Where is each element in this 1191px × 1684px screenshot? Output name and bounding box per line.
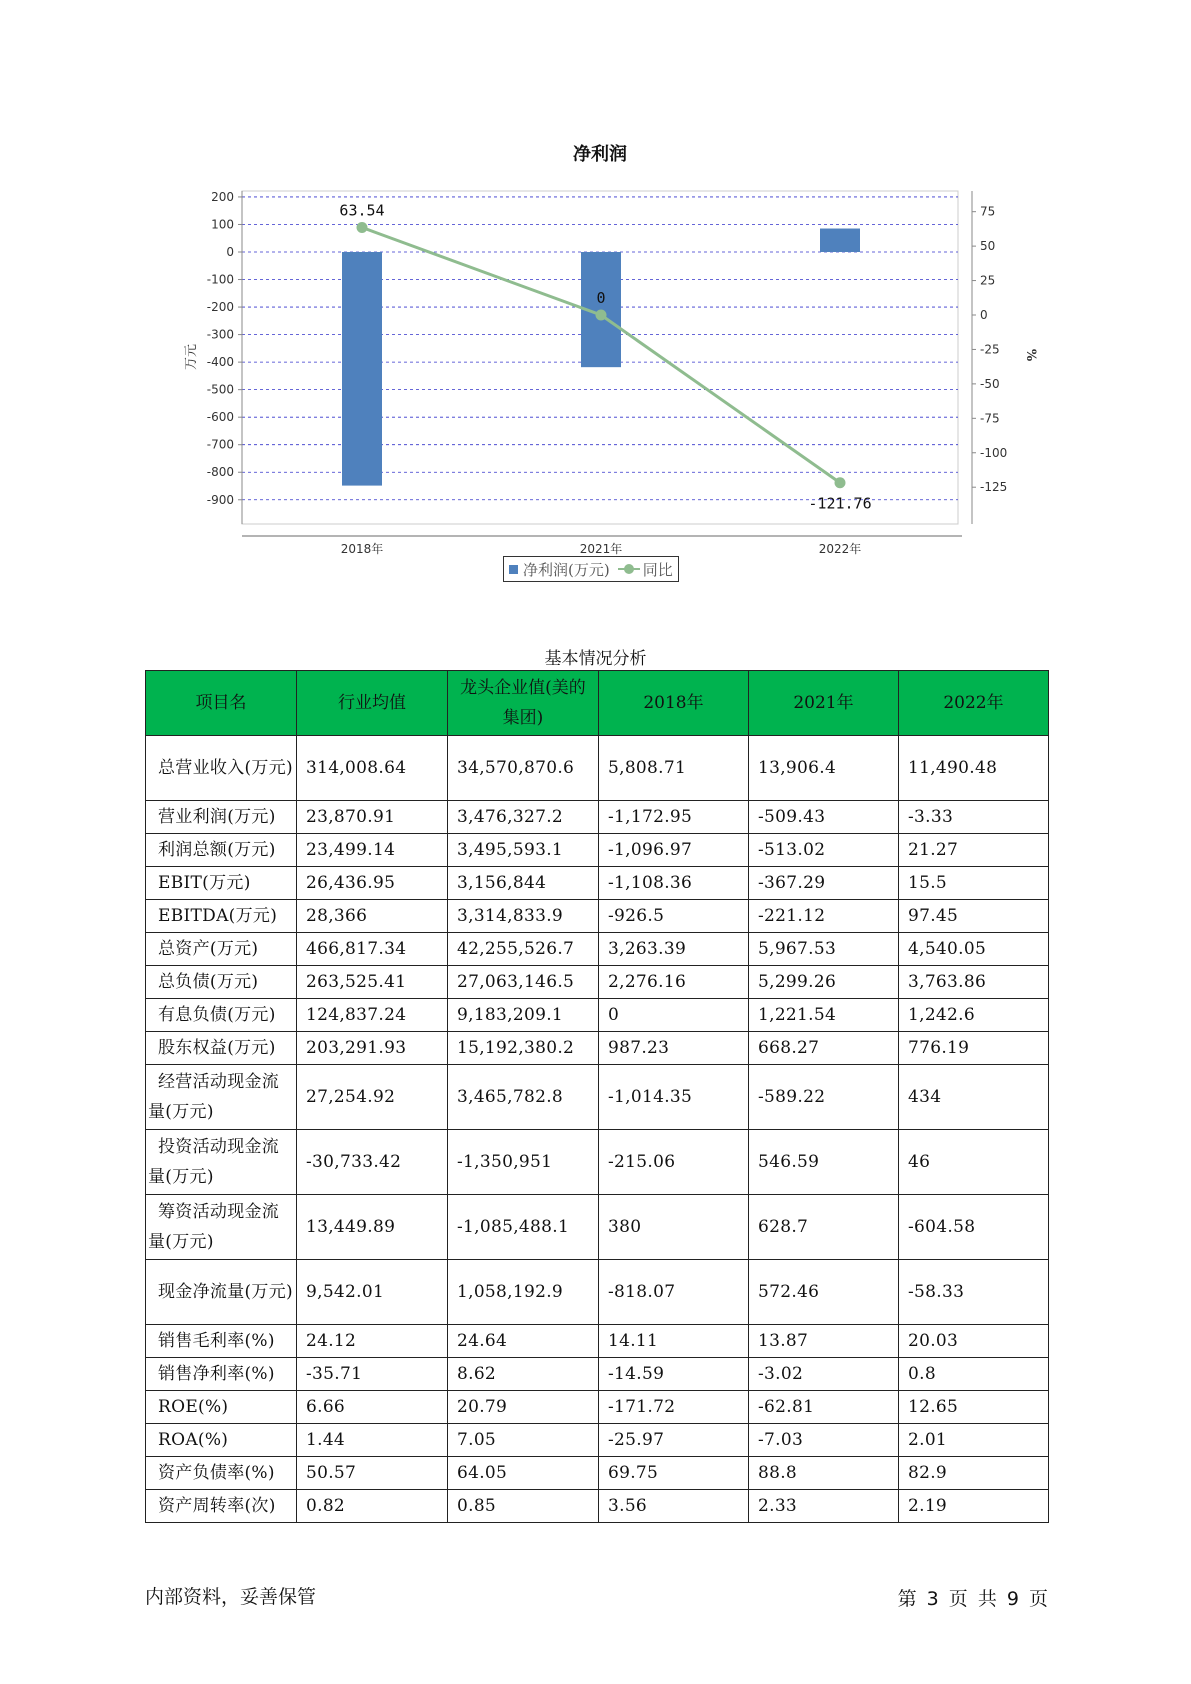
table-row	[146, 1457, 1049, 1490]
bar	[820, 229, 860, 252]
y-left-tick-label: 200	[211, 189, 234, 204]
header-industry-avg: 行业均值	[297, 671, 448, 736]
table-cell: 12.65	[899, 1391, 1049, 1424]
table-row	[146, 1490, 1049, 1523]
table-cell: -14.59	[599, 1358, 749, 1391]
table-cell: -62.81	[749, 1391, 899, 1424]
table-cell: 9,542.01	[297, 1260, 448, 1325]
table-cell: 3,763.86	[899, 966, 1049, 999]
table-cell: -589.22	[749, 1065, 899, 1130]
table-cell: -25.97	[599, 1424, 749, 1457]
table-cell: 2.01	[899, 1424, 1049, 1457]
header-leader-value: 龙头企业值(美的集团)	[448, 671, 599, 736]
table-cell: 987.23	[599, 1032, 749, 1065]
table-cell: 1,058,192.9	[448, 1260, 599, 1325]
table-caption: 基本情况分析	[544, 649, 647, 669]
table-cell: 466,817.34	[297, 933, 448, 966]
net-profit-chart	[0, 0, 1191, 600]
row-label-text: 资产周转率(次)	[158, 1496, 276, 1516]
table-cell: -58.33	[899, 1260, 1049, 1325]
table-cell: 23,499.14	[297, 834, 448, 867]
table-cell: -513.02	[749, 834, 899, 867]
table-cell: -1,350,951	[448, 1130, 599, 1195]
table-row	[146, 801, 1049, 834]
y-right-tick-label: -100	[980, 445, 1008, 460]
table-cell: 11,490.48	[899, 736, 1049, 801]
yoy-point	[357, 222, 368, 233]
data-label: 63.54	[339, 201, 385, 220]
table-cell: 20.03	[899, 1325, 1049, 1358]
table-cell: -35.71	[297, 1358, 448, 1391]
table-cell: 546.59	[749, 1130, 899, 1195]
y-right-tick-label: 25	[980, 273, 996, 288]
table-cell: 9,183,209.1	[448, 999, 599, 1032]
header-2022: 2022年	[899, 671, 1049, 736]
row-label	[146, 933, 297, 966]
table-cell: 46	[899, 1130, 1049, 1195]
row-label-text: 筹资活动现金流量(万元)	[148, 1202, 280, 1252]
row-label-text: 总负债(万元)	[158, 972, 259, 992]
table-row	[146, 834, 1049, 867]
x-tick-label: 2021年	[579, 542, 623, 556]
row-label-text: 股东权益(万元)	[158, 1038, 276, 1058]
y-left-tick-label: -600	[206, 410, 234, 425]
row-label	[146, 1457, 297, 1490]
table-row	[146, 933, 1049, 966]
table-row	[146, 1130, 1049, 1195]
table-row	[146, 1032, 1049, 1065]
table-row	[146, 867, 1049, 900]
row-label	[146, 1424, 297, 1457]
table-cell: 15,192,380.2	[448, 1032, 599, 1065]
table-cell: -30,733.42	[297, 1130, 448, 1195]
table-cell: 263,525.41	[297, 966, 448, 999]
table-cell: 69.75	[599, 1457, 749, 1490]
table-cell: -926.5	[599, 900, 749, 933]
table-cell: 2,276.16	[599, 966, 749, 999]
row-label-text: EBIT(万元)	[158, 873, 251, 893]
row-label	[146, 1325, 297, 1358]
chart-svg	[0, 0, 1191, 560]
table-cell: 7.05	[448, 1424, 599, 1457]
row-label	[146, 966, 297, 999]
row-label-text: EBITDA(万元)	[158, 906, 278, 926]
table-cell: 434	[899, 1065, 1049, 1130]
bar	[342, 252, 382, 486]
table-cell: 0.82	[297, 1490, 448, 1523]
table-cell: -1,085,488.1	[448, 1195, 599, 1260]
row-label-text: 资产负债率(%)	[158, 1463, 275, 1483]
table-cell: 20.79	[448, 1391, 599, 1424]
analysis-table	[145, 670, 1049, 1523]
y-right-tick-label: 75	[980, 204, 996, 219]
row-label-text: 经营活动现金流量(万元)	[148, 1072, 280, 1122]
table-cell: 3,156,844	[448, 867, 599, 900]
table-cell: 628.7	[749, 1195, 899, 1260]
row-label-text: 利润总额(万元)	[158, 840, 276, 860]
y-left-tick-label: -100	[206, 272, 234, 287]
table-cell: 27,254.92	[297, 1065, 448, 1130]
table-cell: 203,291.93	[297, 1032, 448, 1065]
row-label-text: 总资产(万元)	[158, 939, 259, 959]
footer-confidential: 内部资料，妥善保管	[145, 1586, 317, 1608]
table-cell: 24.64	[448, 1325, 599, 1358]
table-row	[146, 966, 1049, 999]
table-cell: 0	[599, 999, 749, 1032]
table-cell: 314,008.64	[297, 736, 448, 801]
yoy-point	[835, 477, 846, 488]
table-cell: 3,495,593.1	[448, 834, 599, 867]
y-right-tick-label: -75	[980, 411, 1000, 426]
table-cell: 5,967.53	[749, 933, 899, 966]
table-row	[146, 1260, 1049, 1325]
table-row	[146, 1195, 1049, 1260]
row-label	[146, 801, 297, 834]
y-left-tick-label: -400	[206, 355, 234, 370]
table-cell: 1,242.6	[899, 999, 1049, 1032]
y-left-tick-label: -800	[206, 465, 234, 480]
table-cell: -1,096.97	[599, 834, 749, 867]
table-cell: 24.12	[297, 1325, 448, 1358]
table-cell: 15.5	[899, 867, 1049, 900]
table-cell: 23,870.91	[297, 801, 448, 834]
table-cell: 13,906.4	[749, 736, 899, 801]
row-label-text: 总营业收入(万元)	[158, 758, 293, 778]
table-cell: 50.57	[297, 1457, 448, 1490]
row-label	[146, 1391, 297, 1424]
table-cell: -171.72	[599, 1391, 749, 1424]
data-label: -121.76	[808, 494, 872, 513]
row-label	[146, 736, 297, 801]
y-right-tick-label: -125	[980, 480, 1008, 495]
table-cell: 1,221.54	[749, 999, 899, 1032]
header-2021: 2021年	[749, 671, 899, 736]
row-label-text: 有息负债(万元)	[158, 1005, 276, 1025]
table-cell: -7.03	[749, 1424, 899, 1457]
table-row	[146, 1325, 1049, 1358]
table-row	[146, 736, 1049, 801]
chart-legend	[503, 556, 679, 582]
row-label	[146, 1195, 297, 1260]
y-right-tick-label: 0	[980, 308, 988, 322]
yoy-point	[596, 310, 607, 321]
table-cell: 0.85	[448, 1490, 599, 1523]
table-cell: -367.29	[749, 867, 899, 900]
row-label-text: ROE(%)	[158, 1397, 229, 1417]
y-left-tick-label: -200	[206, 300, 234, 315]
legend-bar-swatch	[509, 565, 518, 574]
row-label	[146, 1065, 297, 1130]
table-cell: 14.11	[599, 1325, 749, 1358]
row-label-text: 销售净利率(%)	[158, 1364, 275, 1384]
table-cell: 2.19	[899, 1490, 1049, 1523]
table-cell: 13,449.89	[297, 1195, 448, 1260]
y-left-tick-label: -300	[206, 327, 234, 342]
row-label	[146, 867, 297, 900]
table-cell: 124,837.24	[297, 999, 448, 1032]
legend-bar-label: 净利润(万元)	[523, 560, 610, 579]
table-cell: 4,540.05	[899, 933, 1049, 966]
row-label	[146, 900, 297, 933]
table-cell: 668.27	[749, 1032, 899, 1065]
footer-page-number: 第 3 页 共 9 页	[897, 1588, 1048, 1610]
row-label-text: 现金净流量(万元)	[158, 1282, 293, 1302]
table-cell: 5,299.26	[749, 966, 899, 999]
y-right-tick-label: 50	[980, 239, 996, 254]
legend-line-label: 同比	[642, 560, 673, 579]
table-cell: -3.33	[899, 801, 1049, 834]
table-cell: -221.12	[749, 900, 899, 933]
table-row	[146, 999, 1049, 1032]
row-label	[146, 1032, 297, 1065]
table-cell: 42,255,526.7	[448, 933, 599, 966]
table-cell: -818.07	[599, 1260, 749, 1325]
table-cell: 64.05	[448, 1457, 599, 1490]
table-cell: -604.58	[899, 1195, 1049, 1260]
header-item-name: 项目名	[146, 671, 297, 736]
table-row	[146, 1424, 1049, 1457]
row-label	[146, 1130, 297, 1195]
y-left-tick-label: -500	[206, 382, 234, 397]
table-row	[146, 1358, 1049, 1391]
row-label-text: 营业利润(万元)	[158, 807, 276, 827]
table-cell: -215.06	[599, 1130, 749, 1195]
row-label	[146, 999, 297, 1032]
y-left-tick-label: 0	[226, 245, 234, 259]
table-cell: 88.8	[749, 1457, 899, 1490]
table-cell: 97.45	[899, 900, 1049, 933]
table-cell: 13.87	[749, 1325, 899, 1358]
y-left-tick-label: -700	[206, 437, 234, 452]
table-cell: 21.27	[899, 834, 1049, 867]
table-cell: 3,263.39	[599, 933, 749, 966]
table-cell: 776.19	[899, 1032, 1049, 1065]
y-left-tick-label: -900	[206, 492, 234, 507]
row-label-text: 投资活动现金流量(万元)	[148, 1137, 280, 1187]
table-cell: 8.62	[448, 1358, 599, 1391]
x-tick-label: 2022年	[818, 542, 862, 556]
row-label	[146, 1358, 297, 1391]
table-cell: 3.56	[599, 1490, 749, 1523]
row-label-text: ROA(%)	[158, 1430, 229, 1450]
table-cell: -3.02	[749, 1358, 899, 1391]
table-cell: 3,476,327.2	[448, 801, 599, 834]
table-cell: 3,465,782.8	[448, 1065, 599, 1130]
data-label: 0	[596, 289, 606, 307]
table-cell: 2.33	[749, 1490, 899, 1523]
table-cell: -1,014.35	[599, 1065, 749, 1130]
table-cell: 3,314,833.9	[448, 900, 599, 933]
table-row	[146, 900, 1049, 933]
table-cell: 27,063,146.5	[448, 966, 599, 999]
table-cell: 5,808.71	[599, 736, 749, 801]
table-cell: -1,108.36	[599, 867, 749, 900]
table-cell: 82.9	[899, 1457, 1049, 1490]
y-right-tick-label: -50	[980, 376, 1000, 391]
table-cell: 6.66	[297, 1391, 448, 1424]
table-cell: 380	[599, 1195, 749, 1260]
row-label	[146, 1490, 297, 1523]
table-row	[146, 1065, 1049, 1130]
table-cell: 28,366	[297, 900, 448, 933]
row-label	[146, 1260, 297, 1325]
row-label-text: 销售毛利率(%)	[158, 1331, 275, 1351]
table-cell: 26,436.95	[297, 867, 448, 900]
table-header-row	[146, 671, 1049, 736]
table-cell: 0.8	[899, 1358, 1049, 1391]
header-2018: 2018年	[599, 671, 749, 736]
row-label	[146, 834, 297, 867]
legend-line-swatch	[618, 564, 640, 574]
table-cell: 572.46	[749, 1260, 899, 1325]
y-left-tick-label: 100	[211, 217, 234, 232]
y-left-axis-label: 万元	[184, 343, 199, 371]
table-cell: -1,172.95	[599, 801, 749, 834]
table-row	[146, 1391, 1049, 1424]
x-tick-label: 2018年	[340, 542, 384, 556]
table-cell: 1.44	[297, 1424, 448, 1457]
table-cell: -509.43	[749, 801, 899, 834]
chart-title: 净利润	[573, 144, 627, 165]
y-right-axis-label: %	[1023, 348, 1038, 362]
table-cell: 34,570,870.6	[448, 736, 599, 801]
y-right-tick-label: -25	[980, 342, 1000, 357]
